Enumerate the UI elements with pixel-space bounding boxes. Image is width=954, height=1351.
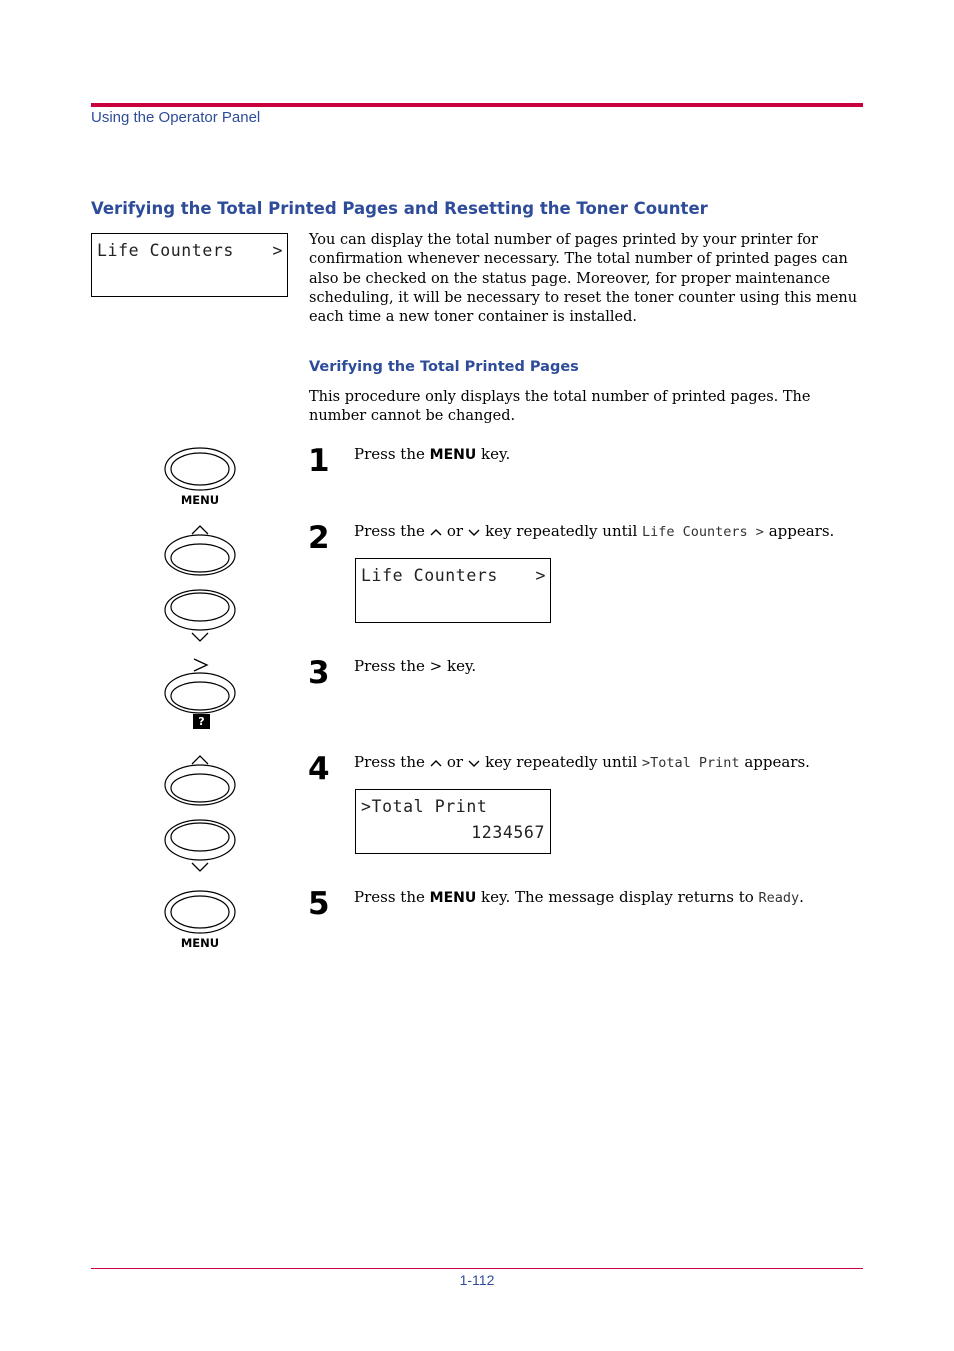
step-4-post: appears. (739, 753, 810, 771)
step-5-code: Ready (758, 890, 800, 906)
up-down-keys-icon (160, 522, 240, 647)
lcd-arrow: > (272, 241, 283, 260)
step-1-text (354, 445, 510, 463)
step-4-or: or (446, 753, 464, 771)
page-number: 1-112 (459, 1272, 495, 1288)
step-4-number: 4 (308, 751, 330, 787)
help-badge: ? (193, 714, 210, 729)
subsection-title: Verifying the Total Printed Pages (309, 359, 579, 375)
step-4-mid: key repeatedly until (485, 753, 643, 771)
lcd-line-1: Life Counters (361, 566, 498, 585)
step-2-text (354, 522, 834, 540)
step-2-post: appears. (763, 522, 835, 540)
menu-key-icon-2 (160, 888, 240, 938)
down-chevron-icon (467, 527, 481, 537)
footer-rule (91, 1268, 863, 1269)
step-2-number: 2 (308, 520, 330, 556)
menu-key-label-2: MENU (180, 936, 220, 950)
step-4-pre: Press the (354, 753, 425, 771)
up-chevron-icon (429, 527, 443, 537)
step-3-text: Press the > key. (354, 657, 477, 675)
step-2-pre: Press the (354, 522, 425, 540)
step-4-lcd-display (355, 789, 551, 854)
step-3-number: 3 (308, 655, 330, 691)
step-5-mid: key. The message display returns to (476, 888, 759, 906)
step-2-mid: key repeatedly until (485, 522, 643, 540)
step-1-pre: Press the (354, 445, 430, 463)
step-4-text (354, 753, 810, 771)
step-5-text (354, 888, 804, 906)
step-5-pre: Press the (354, 888, 430, 906)
up-down-keys-icon-2 (160, 752, 240, 877)
step-1-number: 1 (308, 443, 330, 479)
up-chevron-icon (429, 758, 443, 768)
section-intro: You can display the total number of pages printed by your printer for confirmation whenever necessary. The total number of printed pages can also be checked on the status page. Moreover, for proper maintenance scheduling, it will be necessary to reset the toner counter using this menu each time a new toner container is installed. (309, 232, 858, 326)
intro-lcd-display (91, 233, 288, 297)
lcd-line-2: 1234567 (471, 823, 545, 842)
step-2-code: Life Counters > (642, 524, 764, 540)
menu-key-icon (160, 445, 240, 495)
step-2-or: or (446, 522, 464, 540)
lcd-line-1: Life Counters (97, 241, 234, 260)
right-key-icon (160, 655, 240, 717)
step-5-number: 5 (308, 886, 330, 922)
step-4-code: >Total Print (642, 755, 740, 771)
step-5-key: MENU (429, 890, 477, 906)
header-section-title: Using the Operator Panel (91, 109, 261, 126)
step-1-post: key. (476, 445, 511, 463)
step-2-lcd-display (355, 558, 551, 623)
menu-key-label: MENU (180, 493, 220, 507)
section-title: Verifying the Total Printed Pages and Resetting the Toner Counter (91, 199, 708, 218)
down-chevron-icon (467, 758, 481, 768)
lcd-arrow: > (535, 566, 546, 585)
subsection-intro: This procedure only displays the total number of printed pages. The number cannot be changed. (309, 389, 811, 425)
step-1-key: MENU (429, 447, 477, 463)
step-5-post: . (799, 888, 804, 906)
lcd-line-1: >Total Print (361, 797, 488, 816)
header-rule (91, 103, 863, 107)
